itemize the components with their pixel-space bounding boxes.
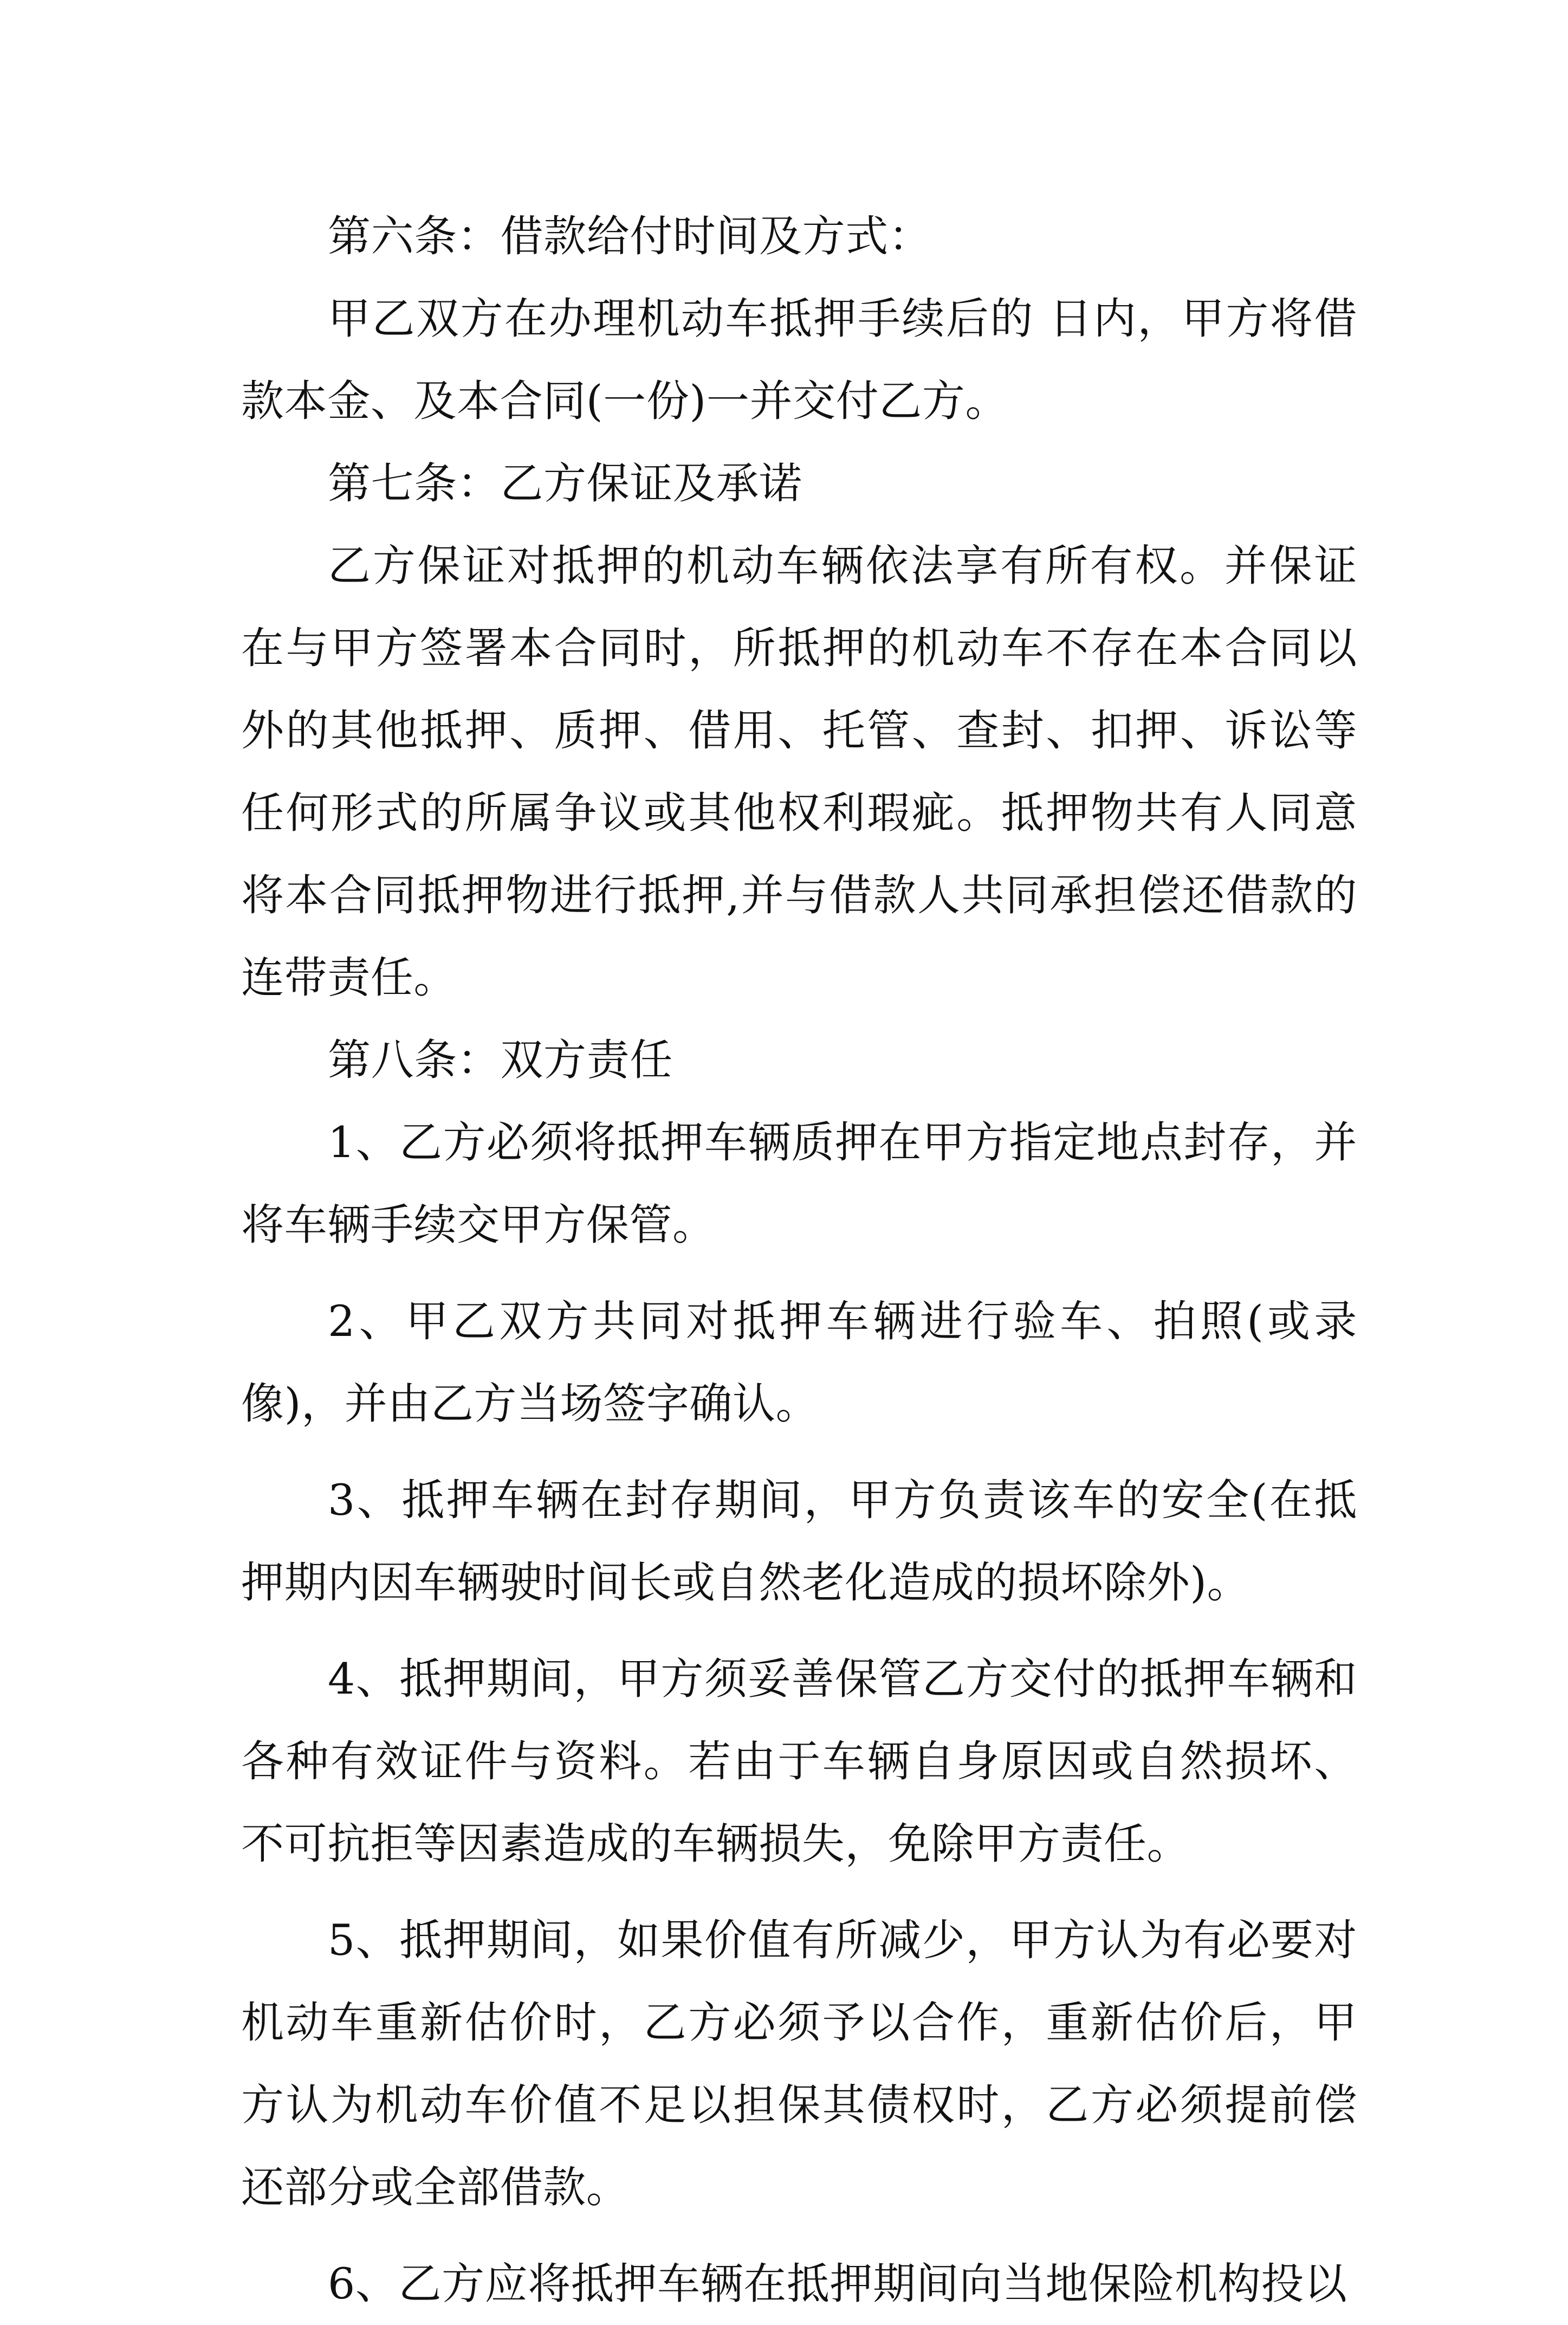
article-6-heading: 第六条：借款给付时间及方式：: [328, 211, 932, 261]
article-7-heading: 第七条：乙方保证及承诺: [328, 458, 802, 508]
article-8-heading: 第八条：双方责任: [328, 1035, 673, 1085]
contract-text: [241, 195, 1357, 2325]
article-8-item-3: 3、抵押车辆在封存期间，甲方负责该车的安全(在抵押期内因车辆驶时间长或自然老化造成的损坏除外)。: [241, 1475, 1357, 1607]
article-6-body: 甲乙双方在办理机动车抵押手续后的 日内，甲方将借款本金、及本合同(一份)一并交付乙方。: [241, 294, 1357, 426]
article-8-item-4: 4、抵押期间，甲方须妥善保管乙方交付的抵押车辆和各种有效证件与资料。若由于车辆自身原因或自然损坏、不可抗拒等因素造成的车辆损失，免除甲方责任。: [241, 1654, 1357, 1869]
article-8-item-2: 2、甲乙双方共同对抵押车辆进行验车、拍照(或录像)，并由乙方当场签字确认。: [241, 1296, 1357, 1429]
article-7-body: 乙方保证对抵押的机动车辆依法享有所有权。并保证在与甲方签署本合同时，所抵押的机动车不存在本合同以外的其他抵押、质押、借用、托管、查封、扣押、诉讼等任何形式的所属争议或其他权利瑕疵。抵押物共有人同意将本合同抵押物进行抵押,并与借款人共同承担偿还借款的连带责任。: [241, 541, 1357, 1003]
article-8-item-6: 6、乙方应将抵押车辆在抵押期间向当地保险机构投以: [328, 2259, 1347, 2309]
article-8-item-1: 1、乙方必须将抵押车辆质押在甲方指定地点封存，并将车辆手续交甲方保管。: [241, 1118, 1357, 1250]
article-8-item-5: 5、抵押期间，如果价值有所减少，甲方认为有必要对机动车重新估价时，乙方必须予以合作，重新估价后，甲方认为机动车价值不足以担保其债权时，乙方必须提前偿还部分或全部借款。: [241, 1915, 1357, 2212]
